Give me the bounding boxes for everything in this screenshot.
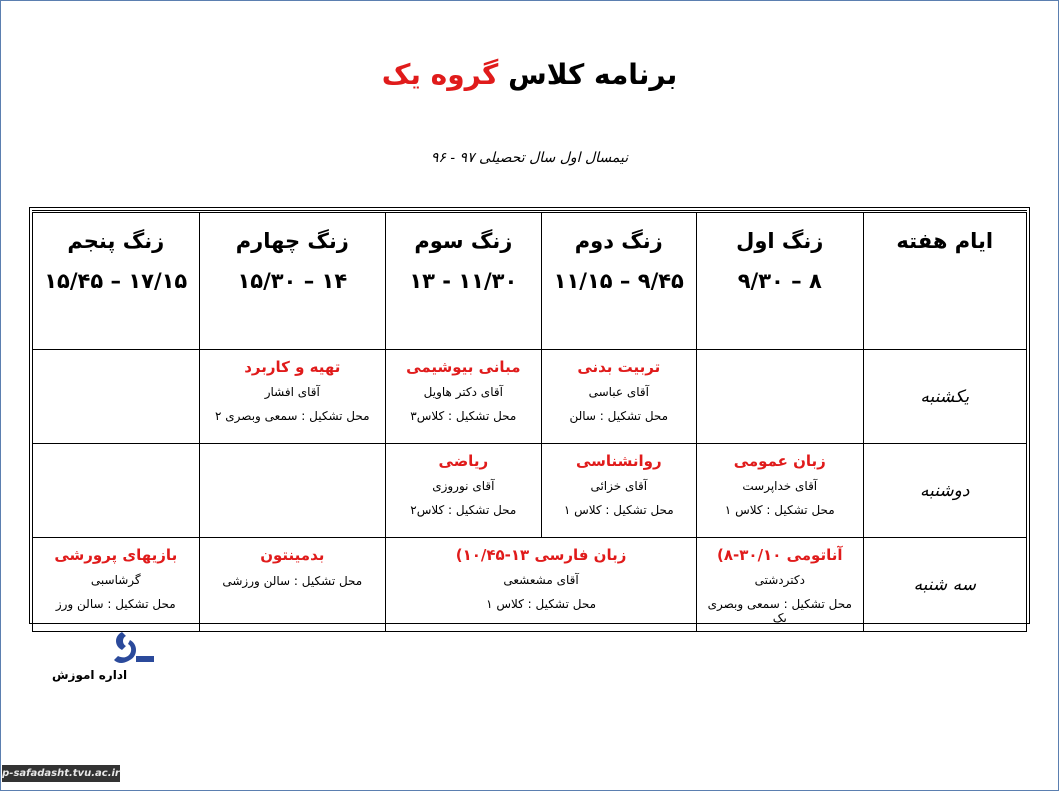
day-sunday: یکشنبه — [863, 350, 1026, 444]
class-cell: روانشناسی آقای خزائی محل تشکیل : کلاس ۱ — [541, 444, 696, 538]
class-cell: آناتومی ۳۰/۱۰-۸) دکتردشتی محل تشکیل : سمعی وبصری یک — [697, 538, 864, 632]
row-sunday — [33, 350, 1027, 444]
page-title — [0, 58, 1059, 91]
header-period-3: زنگ سوم ۱۱/۳۰ - ۱۳ — [386, 212, 541, 350]
class-cell: مبانی بیوشیمی آقای دکتر هاویل محل تشکیل : کلاس۳ — [386, 350, 541, 444]
schedule-table — [29, 207, 1030, 624]
class-cell: ریاضی آقای نوروزی محل تشکیل : کلاس۲ — [386, 444, 541, 538]
site-url[interactable]: p-safadasht.tvu.ac.ir — [2, 765, 120, 782]
class-cell: زبان عمومی آقای خداپرست محل تشکیل : کلاس ۱ — [697, 444, 864, 538]
class-cell: بدمینتون محل تشکیل : سالن ورزشی — [199, 538, 386, 632]
header-row — [33, 212, 1027, 350]
class-cell: تهیه و کاربرد آقای افشار محل تشکیل : سمعی وبصری ۲ — [199, 350, 386, 444]
cell-empty — [697, 350, 864, 444]
cell-empty — [33, 444, 200, 538]
row-monday — [33, 444, 1027, 538]
day-monday: دوشنبه — [863, 444, 1026, 538]
header-days: ایام هفته — [863, 212, 1026, 350]
header-period-5: زنگ پنجم ۱۷/۱۵ – ۱۵/۴۵ — [33, 212, 200, 350]
header-period-4: زنگ چهارم ۱۴ – ۱۵/۳۰ — [199, 212, 386, 350]
row-tuesday — [33, 538, 1027, 632]
cell-empty — [33, 350, 200, 444]
semester-subtitle: نیمسال اول سال تحصیلی ۹۷ - ۹۶ — [430, 150, 629, 166]
header-period-1: زنگ اول ۸ – ۹/۳۰ — [697, 212, 864, 350]
class-cell: بازیهای پرورشی گرشاسبی محل تشکیل : سالن ورز — [33, 538, 200, 632]
title-part-2: گروه یک — [381, 58, 499, 91]
class-cell: تربیت بدنی آقای عباسی محل تشکیل : سالن — [541, 350, 696, 444]
class-cell: زبان فارسی ۱۳-۱۰/۴۵) آقای مشعشعی محل تشکیل : کلاس ۱ — [386, 538, 697, 632]
header-period-2: زنگ دوم ۹/۴۵ – ۱۱/۱۵ — [541, 212, 696, 350]
title-part-1: برنامه کلاس — [508, 58, 678, 91]
day-tuesday: سه شنبه — [863, 538, 1026, 632]
cell-empty — [199, 444, 386, 538]
logo-caption: اداره اموزش — [52, 668, 128, 682]
